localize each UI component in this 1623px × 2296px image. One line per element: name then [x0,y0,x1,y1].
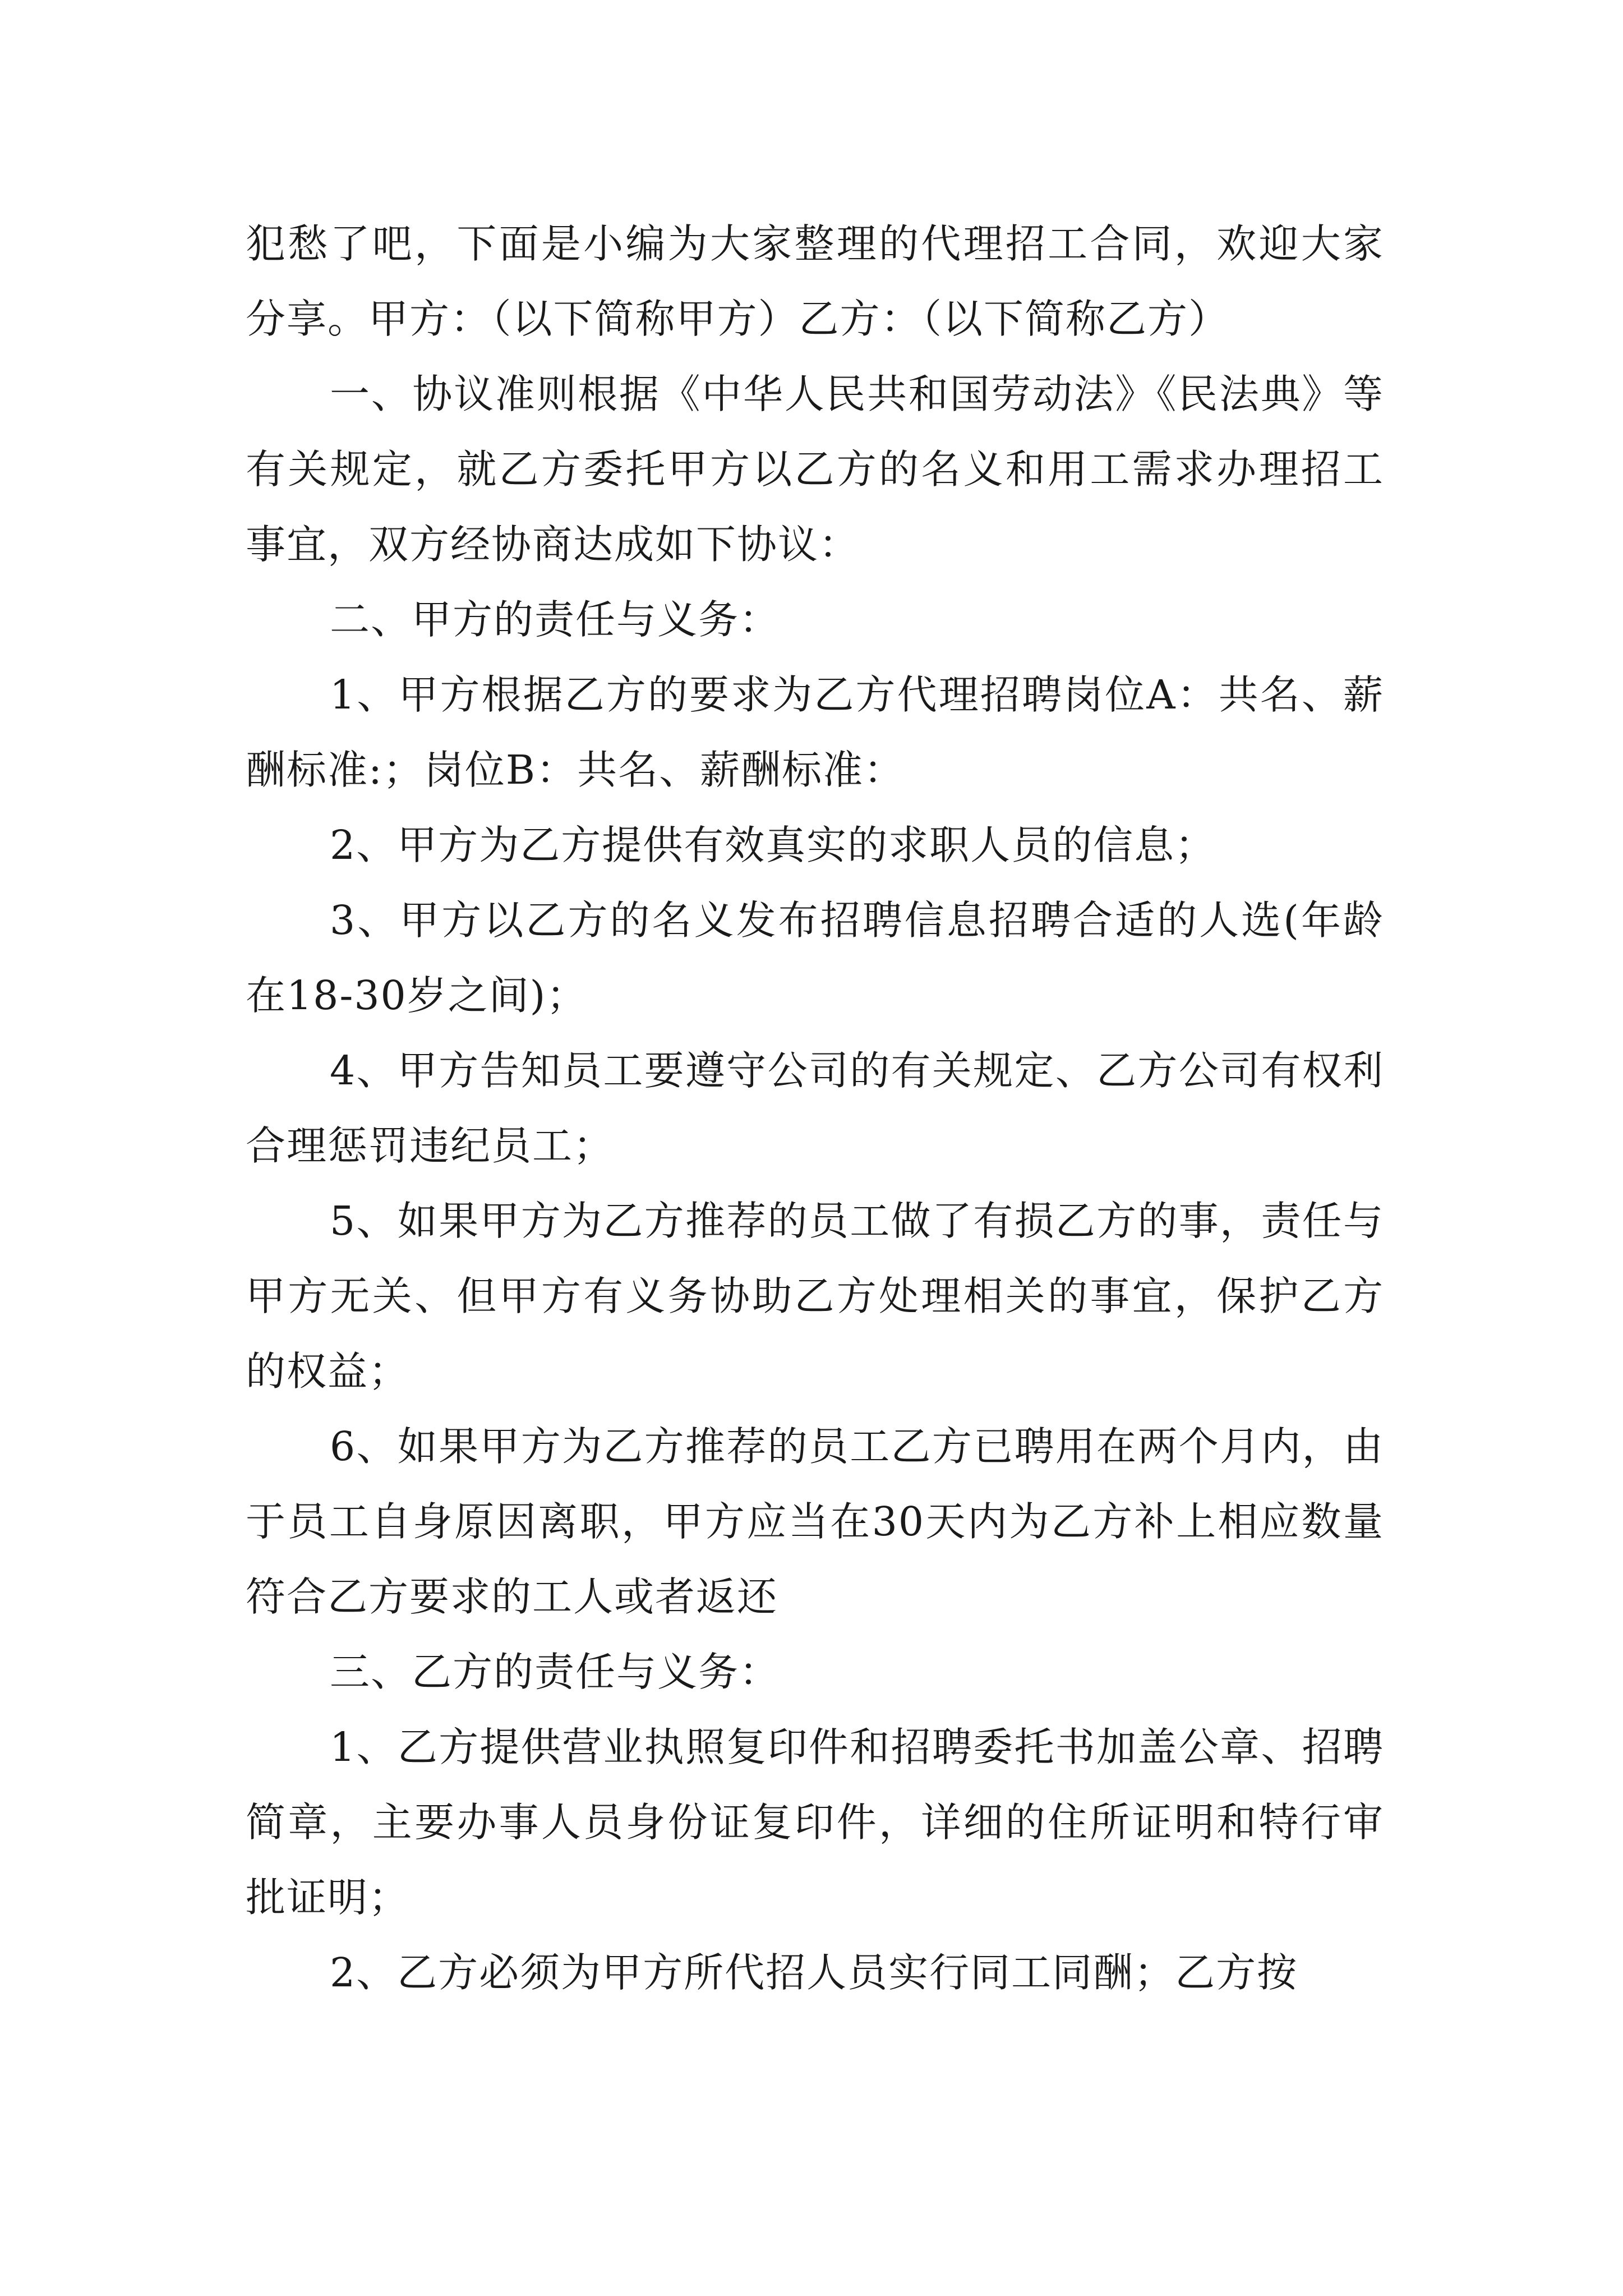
paragraph-party-b-item-2: 2、乙方必须为甲方所代招人员实行同工同酬；乙方按 [330,1949,1298,1996]
paragraph-section-3-heading: 三、乙方的责任与义务： [330,1649,781,1695]
paragraph-party-a-item-3: 3、甲方以乙方的名义发布招聘信息招聘合适的人选(年龄在18-30岁之间)； [246,897,1384,1019]
paragraph-party-a-item-1: 1、甲方根据乙方的要求为乙方代理招聘岗位A：共名、薪酬标准:；岗位B：共名、薪酬标准： [246,671,1384,793]
paragraph-party-b-item-1: 1、乙方提供营业执照复印件和招聘委托书加盖公章、招聘简章，主要办事人员身份证复印件，详细的住所证明和特行审批证明； [246,1724,1384,1921]
paragraph-party-a-item-4: 4、甲方告知员工要遵守公司的有关规定、乙方公司有权利合理惩罚违纪员工； [246,1047,1384,1169]
paragraph-intro: 犯愁了吧，下面是小编为大家整理的代理招工合同，欢迎大家分享。甲方：（以下简称甲方）乙方：（以下简称乙方） [246,220,1384,342]
document-body [246,206,1384,2010]
paragraph-party-a-item-6: 6、如果甲方为乙方推荐的员工乙方已聘用在两个月内，由于员工自身原因离职，甲方应当在30天内为乙方补上相应数量符合乙方要求的工人或者返还 [246,1423,1384,1620]
paragraph-section-1: 一、协议准则根据《中华人民共和国劳动法》《民法典》等有关规定，就乙方委托甲方以乙方的名义和用工需求办理招工事宜，双方经协商达成如下协议： [246,371,1384,568]
paragraph-party-a-item-2: 2、甲方为乙方提供有效真实的求职人员的信息； [330,822,1216,868]
paragraph-party-a-item-5: 5、如果甲方为乙方推荐的员工做了有损乙方的事，责任与甲方无关、但甲方有义务协助乙方处理相关的事宜，保护乙方的权益； [246,1198,1384,1395]
paragraph-section-2-heading: 二、甲方的责任与义务： [330,596,781,643]
